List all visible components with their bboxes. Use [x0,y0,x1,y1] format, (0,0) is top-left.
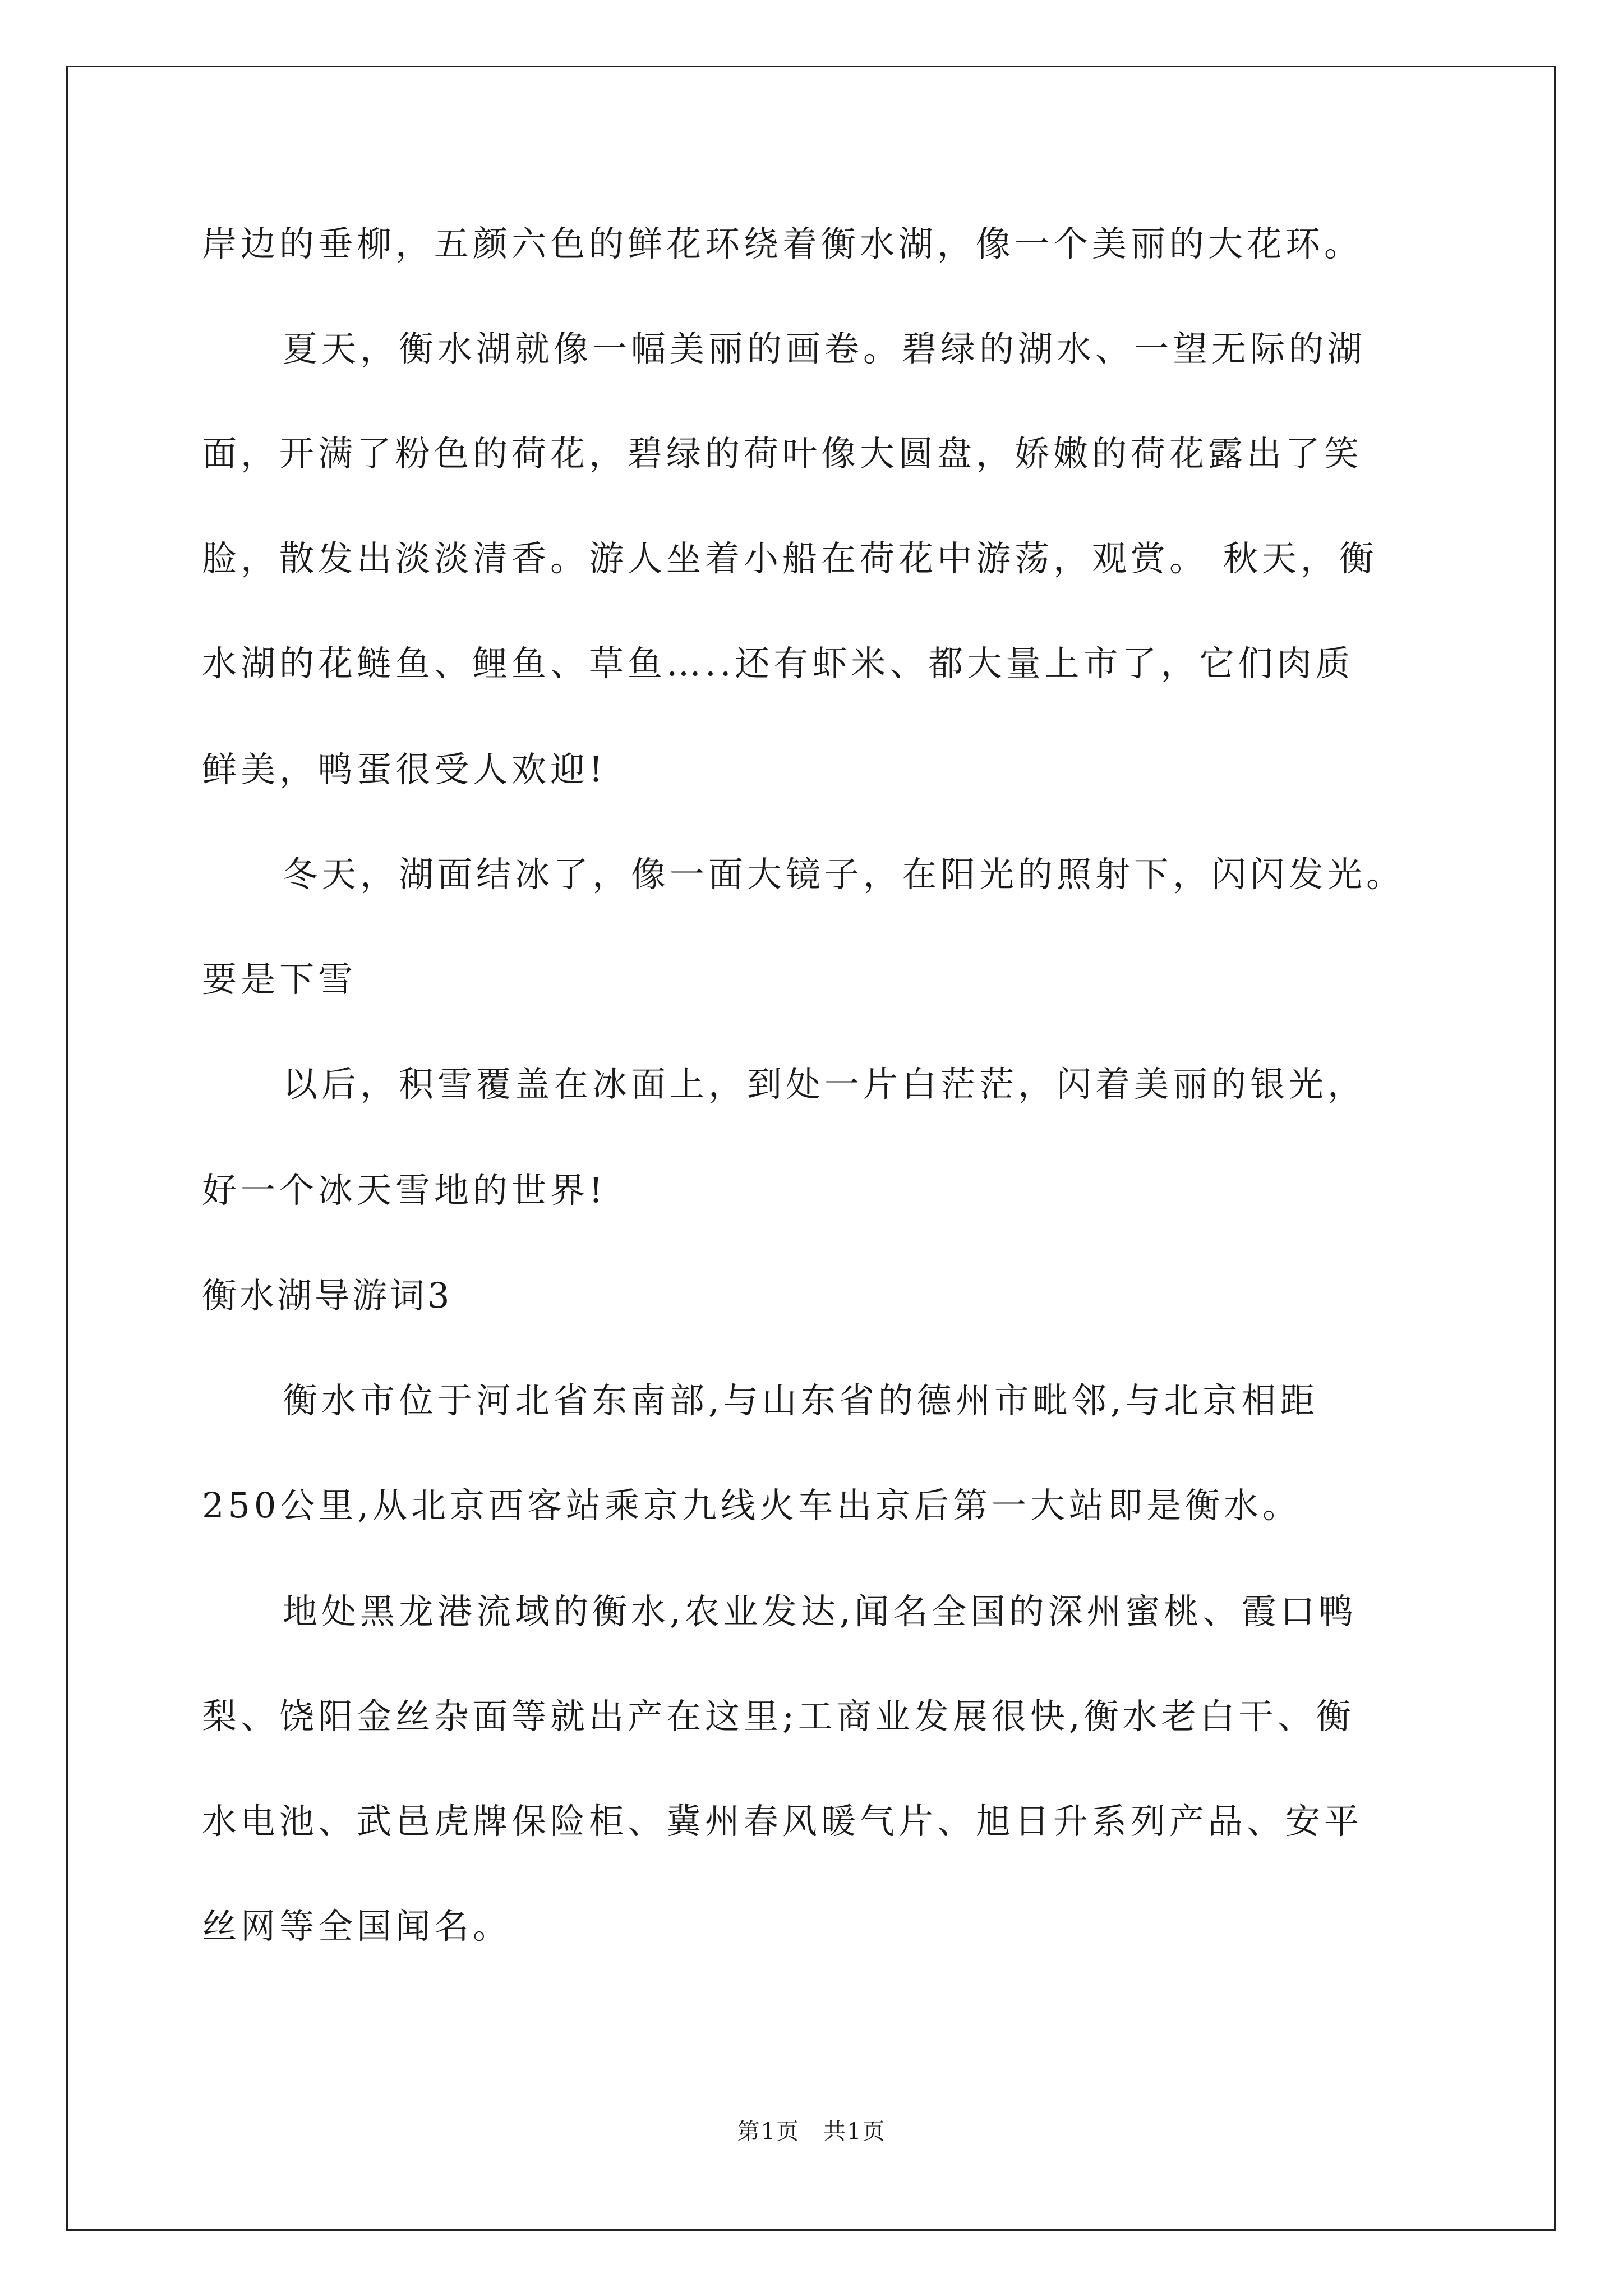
text-line: 梨、饶阳金丝杂面等就出产在这里;工商业发展很快,衡水老白干、衡 [202,1696,1355,1737]
text-line: 脸，散发出淡淡清香。游人坐着小船在荷花中游荡，观赏。 秋天，衡 [202,538,1378,579]
text-line: 鲜美，鸭蛋很受人欢迎! [202,749,607,790]
section-heading: 衡水湖导游词3 [202,1275,453,1316]
text-line: 好一个冰天雪地的世界! [202,1170,607,1211]
text-line: 水湖的花鲢鱼、鲤鱼、草鱼…..还有虾米、都大量上市了，它们肉质 [202,643,1354,684]
text-line: 丝网等全国闻名。 [202,1906,512,1947]
text-line: 水电池、武邑虎牌保险柜、冀州春风暖气片、旭日升系列产品、安平 [202,1801,1363,1842]
text-line: 250公里,从北京西客站乘京九线火车出京后第一大站即是衡水。 [202,1485,1302,1526]
text-line: 衡水市位于河北省东南部,与山东省的德州市毗邻,与北京相距 [283,1380,1319,1421]
text-line: 岸边的垂柳，五颜六色的鲜花环绕着衡水湖，像一个美丽的大花环。 [202,223,1363,264]
page-footer: 第1页 共1页 [737,2119,886,2145]
text-line: 以后，积雪覆盖在冰面上，到处一片白茫茫，闪着美丽的银光， [283,1064,1367,1105]
text-line: 面，开满了粉色的荷花，碧绿的荷叶像大圆盘，娇嫩的荷花露出了笑 [202,433,1363,474]
text-line: 夏天，衡水湖就像一幅美丽的画卷。碧绿的湖水、一望无际的湖 [283,328,1367,369]
text-line: 冬天，湖面结冰了，像一面大镜子，在阳光的照射下，闪闪发光。 [283,854,1405,895]
text-line: 要是下雪 [202,959,357,1000]
text-line: 地处黑龙港流域的衡水,农业发达,闻名全国的深州蜜桃、霞口鸭 [283,1591,1358,1632]
